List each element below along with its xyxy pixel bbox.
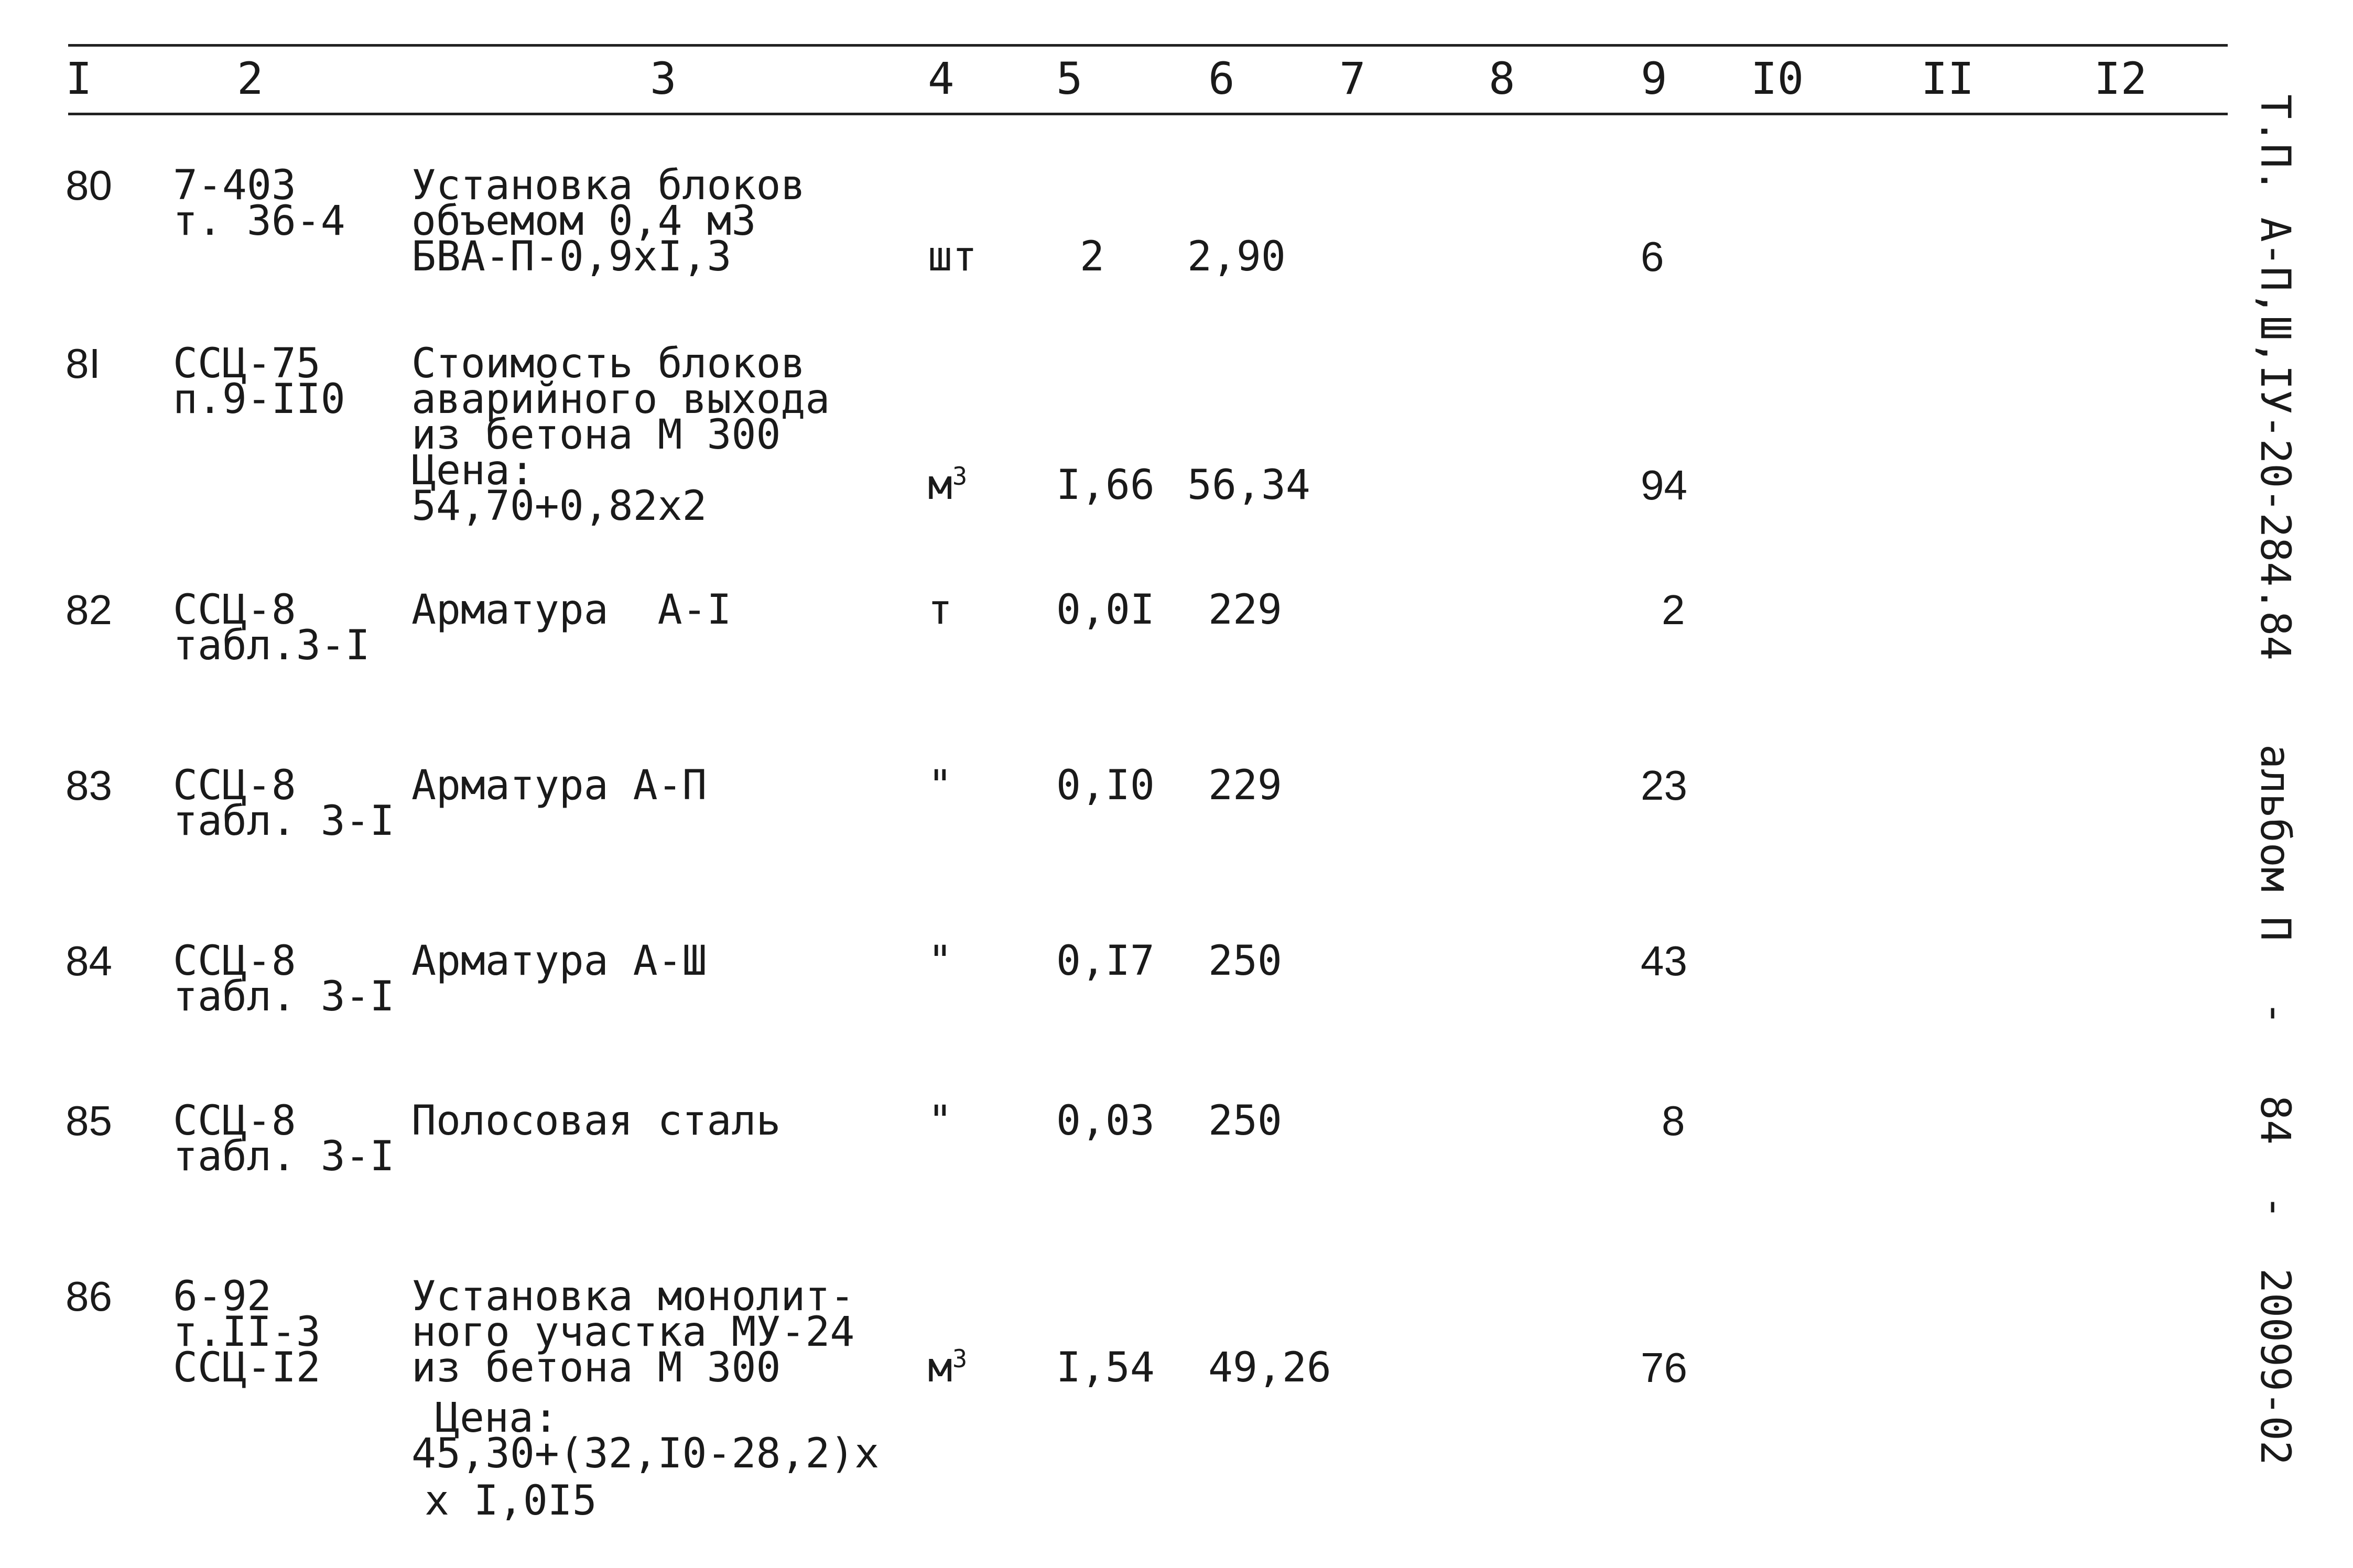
total: 6 (1641, 233, 1664, 280)
code-line: табл. 3-I (173, 798, 395, 845)
name-line: объемом 0,4 м3 (411, 198, 756, 245)
unit-price: 229 (1208, 586, 1282, 634)
quantity: 0,I0 (1056, 762, 1155, 809)
col-header-3: 3 (650, 53, 677, 104)
col-header-10: I0 (1751, 53, 1804, 104)
name-line: БВА-П-0,9хI,3 (411, 233, 732, 280)
row-number: 84 (66, 938, 112, 984)
name-line: Установка блоков (411, 162, 806, 209)
unit-price: 49,26 (1208, 1344, 1331, 1391)
col-header-8: 8 (1489, 53, 1515, 104)
unit: " (928, 1097, 952, 1145)
name-line: 45,30+(32,I0-28,2)х (411, 1430, 880, 1477)
name-line: Стоимость блоков (411, 340, 806, 387)
code-line: табл. 3-I (173, 1133, 395, 1180)
name-line: из бетона М 300 (411, 1344, 781, 1391)
unit-price: 56,34 (1187, 462, 1310, 509)
name-line: Установка монолит- (411, 1273, 855, 1320)
quantity: I,66 (1056, 462, 1155, 509)
col-header-5: 5 (1056, 53, 1083, 104)
total: 94 (1641, 462, 1687, 508)
code-line: 7-403 (173, 162, 296, 209)
row-number: 80 (66, 162, 112, 209)
name-line: ного участка МУ-24 (411, 1309, 855, 1356)
quantity: 0,I7 (1056, 938, 1155, 985)
side-dash: - (2251, 1195, 2298, 1219)
col-header-12: I2 (2094, 53, 2148, 104)
col-header-6: 6 (1208, 53, 1235, 104)
total: 23 (1641, 762, 1687, 809)
code-line: табл. 3-I (173, 973, 395, 1020)
name-line: Арматура А-П (411, 762, 707, 809)
unit-base: м (928, 1344, 952, 1391)
unit-price: 229 (1208, 762, 1282, 809)
code-line: ССЦ-75 (173, 340, 321, 387)
side-code: 20099-02 (2251, 1268, 2298, 1465)
row-number: 86 (66, 1273, 112, 1320)
code-line: ССЦ-8 (173, 938, 296, 985)
unit: " (928, 938, 952, 985)
unit: " (928, 762, 952, 809)
row-number: 82 (66, 586, 112, 633)
total: 43 (1641, 938, 1687, 984)
unit-base: м (928, 462, 952, 509)
row-number: 85 (66, 1097, 112, 1144)
code-line: ССЦ-8 (173, 1097, 296, 1145)
name-line: Арматура А-I (411, 586, 732, 634)
total: 8 (1662, 1097, 1685, 1144)
unit-exponent: 3 (952, 1345, 968, 1374)
name-line: х I,0I5 (425, 1477, 597, 1525)
col-header-7: 7 (1339, 53, 1366, 104)
col-header-11: II (1921, 53, 1975, 104)
code-line: ССЦ-I2 (173, 1344, 321, 1391)
total: 76 (1641, 1344, 1687, 1391)
code-line: п.9-II0 (173, 376, 345, 423)
quantity: 0,03 (1056, 1097, 1155, 1145)
side-page: 84 (2251, 1095, 2298, 1145)
name-line: аварийного выхода (411, 376, 830, 423)
side-album: альбом П (2251, 744, 2298, 941)
unit-price: 250 (1208, 938, 1282, 985)
unit: т (928, 586, 952, 634)
name-line: 54,70+0,82х2 (411, 483, 707, 530)
quantity: 0,0I (1056, 586, 1155, 634)
unit: шт (928, 233, 977, 280)
name-line: из бетона М 300 (411, 411, 781, 459)
quantity: I,54 (1056, 1344, 1155, 1391)
unit (928, 462, 968, 509)
quantity: 2 (1080, 233, 1104, 280)
name-line: Арматура А-Ш (411, 938, 707, 985)
code-line: т. 36-4 (173, 198, 345, 245)
code-line: табл.3-I (173, 622, 370, 669)
name-line: Полосовая сталь (411, 1097, 781, 1145)
code-line: т.II-3 (173, 1309, 321, 1356)
col-header-1: I (66, 53, 92, 104)
col-header-9: 9 (1641, 53, 1667, 104)
code-line: ССЦ-8 (173, 762, 296, 809)
unit-price: 2,90 (1187, 233, 1286, 280)
unit (928, 1344, 968, 1391)
name-line: Цена: (435, 1395, 558, 1442)
name-line: Цена: (411, 447, 535, 494)
code-line: ССЦ-8 (173, 586, 296, 634)
col-header-2: 2 (237, 53, 264, 104)
col-header-4: 4 (928, 53, 955, 104)
header-rule (68, 113, 2228, 115)
total: 2 (1662, 586, 1685, 633)
row-number: 83 (66, 762, 112, 809)
side-dash: - (2251, 1001, 2298, 1026)
top-rule (68, 44, 2228, 47)
side-doc-number: Т.П. А-П,Ш,IУ-20-284.84 (2251, 94, 2298, 661)
code-line: 6-92 (173, 1273, 272, 1320)
unit-price: 250 (1208, 1097, 1282, 1145)
row-number: 8I (66, 340, 101, 387)
unit-exponent: 3 (952, 463, 968, 491)
